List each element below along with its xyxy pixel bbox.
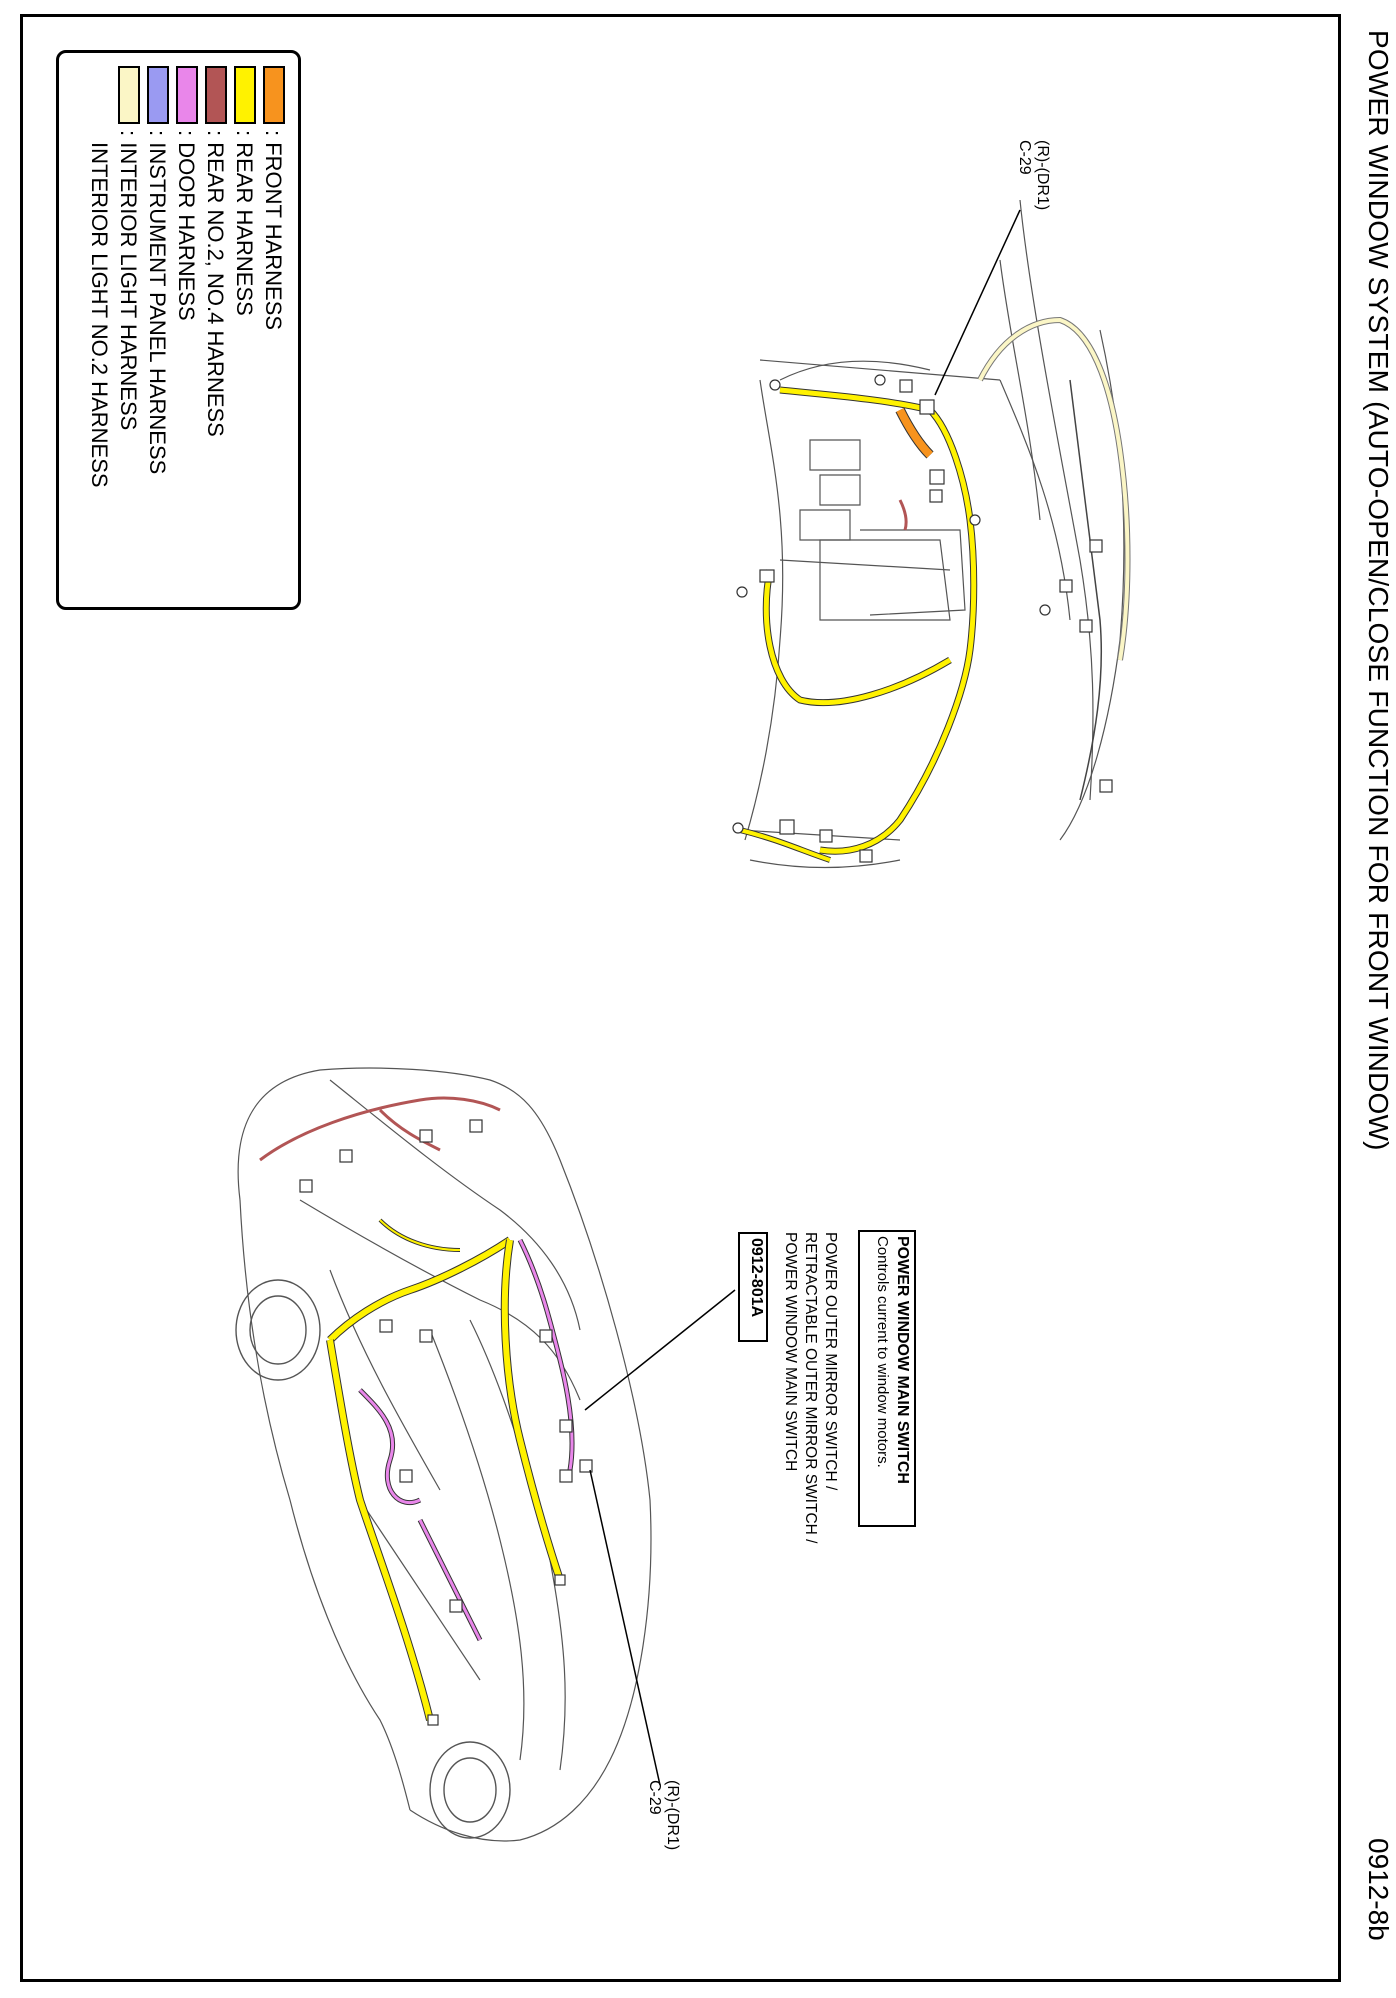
component-alias-3: POWER WINDOW MAIN SWITCH [782, 1232, 799, 1472]
connector-leader-bottom [590, 1470, 660, 1785]
front-wheel [236, 1280, 320, 1380]
legend-label-interior-light: : INTERIOR LIGHT HARNESS [116, 130, 141, 431]
legend-label-interior-light-no2: INTERIOR LIGHT NO.2 HARNESS [87, 142, 112, 488]
legend-label-instrument-panel: : INSTRUMENT PANEL HARNESS [145, 130, 170, 475]
page-id: 0912-8b [1363, 1838, 1394, 1941]
component-description: Controls current to window motors. [874, 1236, 891, 1468]
rear-wheel [430, 1742, 510, 1838]
legend-label-front: : FRONT HARNESS [261, 130, 286, 331]
connector-bottom-line2: C-29 [646, 1780, 663, 1815]
connector-bottom-line1: (R)-(DR1) [664, 1780, 681, 1851]
connector-top-line1: (R)-(DR1) [1034, 140, 1051, 211]
component-ref-code: 0912-801A [748, 1238, 765, 1318]
legend-label-rear: : REAR HARNESS [232, 130, 257, 316]
legend-label-door: : DOOR HARNESS [174, 130, 199, 321]
connector-top-line2: C-29 [1016, 140, 1033, 175]
rear-harness-bottom [330, 1220, 560, 1720]
page-title: POWER WINDOW SYSTEM (AUTO-OPEN/CLOSE FUNCTION FOR FRONT WINDOW) [1363, 30, 1394, 1151]
legend-label-rear-no2-no4: : REAR NO.2, NO.4 HARNESS [203, 130, 228, 437]
component-alias-1: POWER OUTER MIRROR SWITCH / [822, 1232, 839, 1491]
component-alias-2: RETRACTABLE OUTER MIRROR SWITCH / [802, 1232, 819, 1544]
rear-no2-harness [260, 1098, 500, 1160]
rear-harness-top [740, 390, 974, 860]
component-leader [585, 1290, 735, 1410]
interior-light-harness-top [980, 320, 1128, 660]
component-name: POWER WINDOW MAIN SWITCH [894, 1236, 911, 1484]
connector-leader-top [935, 210, 1020, 395]
